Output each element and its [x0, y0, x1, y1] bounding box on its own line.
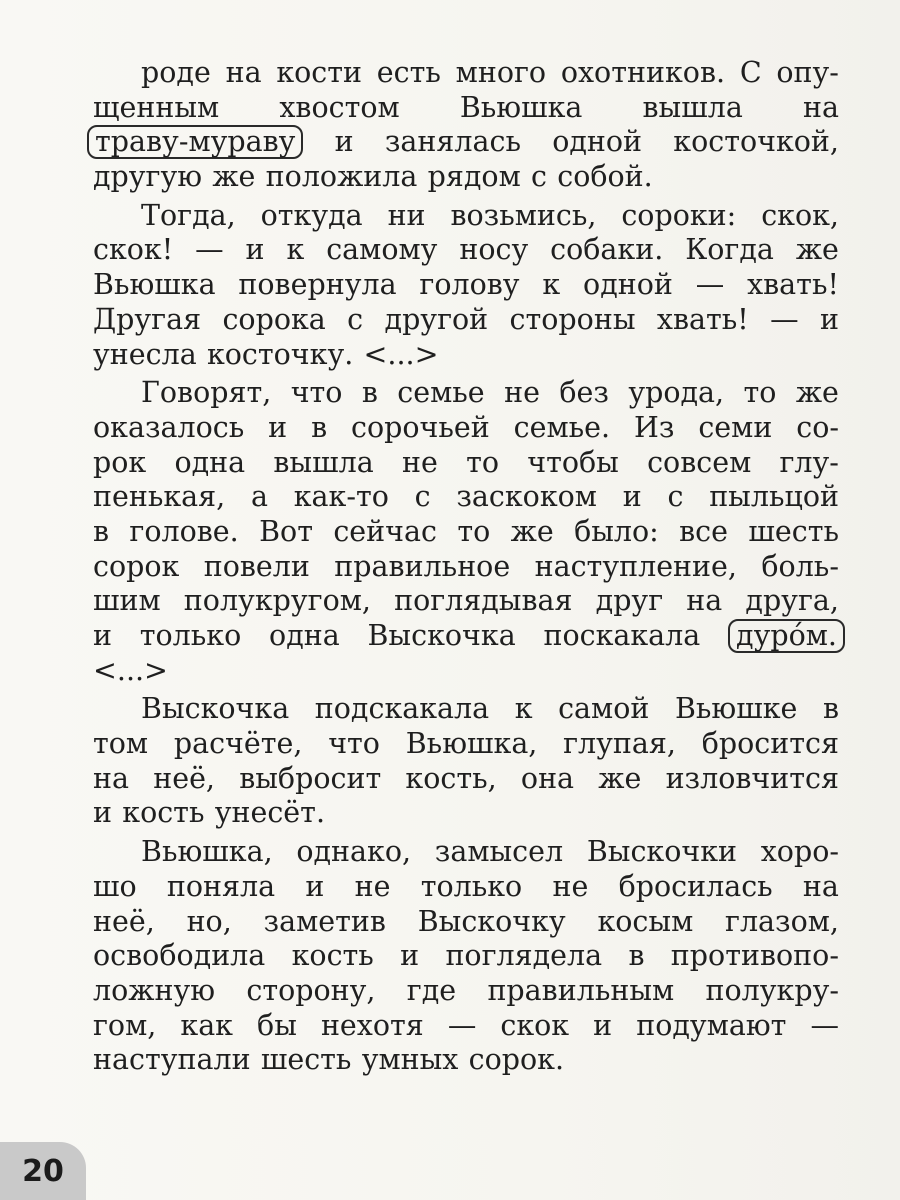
word: было: [574, 514, 659, 548]
word: семье. [513, 410, 611, 444]
word: вышла [273, 445, 374, 479]
word: <...> [93, 653, 168, 687]
word: много [455, 56, 547, 89]
word: повернула [238, 268, 397, 302]
word: но, [186, 904, 232, 938]
word: кость, [405, 761, 497, 795]
word: поглядела [445, 939, 603, 973]
word: есть [376, 56, 441, 89]
word: же [795, 233, 839, 267]
word: возьмись, [450, 198, 597, 232]
word: друг [595, 584, 664, 618]
word: голову [419, 268, 520, 302]
word: косым [597, 904, 694, 938]
word: же [598, 761, 642, 795]
boxed-word: дуро́м. [728, 619, 845, 653]
word: не [401, 445, 438, 479]
text-line [93, 125, 839, 160]
word: без [559, 376, 609, 410]
word: Другая [93, 302, 202, 336]
word: освободила [93, 939, 266, 973]
word: С [739, 56, 762, 89]
word: а [250, 480, 268, 514]
word: с [667, 480, 684, 514]
word: хвать! [656, 302, 749, 336]
word: не [552, 869, 589, 903]
word: не [354, 869, 391, 903]
word: шесть [748, 514, 839, 548]
word: однако, [296, 835, 412, 869]
word: умных [361, 1043, 459, 1077]
word: на [802, 869, 839, 903]
word: Вьюшка [93, 268, 216, 302]
word: поскакала [543, 619, 701, 652]
word: пенькая, [93, 480, 226, 514]
word: с [414, 480, 431, 514]
text-line [93, 654, 839, 689]
word: собаки. [550, 233, 664, 267]
word: стороны [509, 302, 636, 336]
word: — [695, 268, 725, 302]
word: сорока [222, 302, 326, 336]
boxed-word: траву-мураву [87, 125, 303, 159]
text-line [93, 1009, 839, 1044]
text-line [93, 515, 839, 550]
word: как [180, 1008, 233, 1042]
word: изловчится [665, 761, 839, 795]
word: к [514, 692, 533, 726]
word: расчёте, [173, 727, 303, 761]
word: хвостом [279, 90, 400, 124]
word: Вьюшка, [405, 727, 538, 761]
word: шим [93, 584, 161, 618]
word: носу [459, 233, 529, 267]
word: полукругом, [183, 584, 371, 618]
word: хоро- [760, 835, 839, 869]
word: правильное [334, 549, 511, 583]
word: унесёт. [214, 796, 326, 830]
word: заметив [263, 904, 386, 938]
word: неё, [153, 761, 215, 795]
word: бросится [701, 727, 839, 761]
word: скок, [761, 198, 839, 232]
word: же [510, 514, 554, 548]
text-line [93, 870, 839, 905]
text-line [93, 338, 839, 373]
word: откуда [260, 198, 363, 232]
word: бросилась [618, 869, 773, 903]
word: с [531, 160, 547, 194]
word: наступали [93, 1043, 251, 1077]
word: Вьюшка [459, 90, 583, 124]
word: что [290, 376, 343, 410]
text-line [93, 939, 839, 974]
text-line [93, 762, 839, 797]
story-text [93, 56, 839, 1078]
word: косточкой, [673, 125, 839, 159]
word: и [334, 125, 354, 159]
word: поглядывая [394, 584, 573, 618]
text-line [93, 584, 839, 619]
word: и [268, 410, 288, 444]
word: чтобы [527, 445, 619, 479]
word: одной [583, 268, 673, 302]
word: рок [93, 445, 147, 479]
text-line [93, 303, 839, 338]
text-line [93, 796, 839, 831]
word: правильным [487, 973, 675, 1007]
word: и [93, 796, 112, 830]
word: с [347, 302, 364, 336]
word: со- [796, 410, 839, 444]
word: наступление, [534, 549, 737, 583]
word: занялась [384, 125, 521, 159]
word: подумают [636, 1008, 787, 1042]
text-line [93, 233, 839, 268]
word: на [93, 761, 129, 795]
word: гом, [93, 1008, 157, 1042]
word: она [520, 761, 575, 795]
word: Выскочка [367, 619, 516, 652]
word: неё, [93, 904, 155, 938]
word: и [593, 1008, 613, 1042]
word: совсем [647, 445, 752, 479]
word: подскакала [314, 692, 490, 726]
word: урода, [628, 376, 725, 410]
word: нехотя [320, 1008, 424, 1042]
word: щенным [93, 90, 220, 124]
word: и [245, 233, 265, 267]
word: оказалось [93, 410, 245, 444]
text-line [93, 619, 839, 654]
word: — [770, 302, 799, 336]
word: в [361, 376, 378, 410]
word: семье [397, 376, 485, 410]
word: Выскочки [586, 835, 738, 869]
word: Когда [685, 233, 774, 267]
word: только [139, 619, 242, 652]
word: кость [291, 939, 374, 973]
word: Выскочка [141, 692, 290, 726]
word: — [447, 1008, 477, 1042]
word: другую [93, 160, 203, 194]
word: глазом, [725, 904, 839, 938]
word: и [305, 869, 325, 903]
word: друга, [745, 584, 839, 618]
word: самому [326, 233, 438, 267]
text-line [93, 550, 839, 585]
word: в [822, 692, 839, 726]
word: одна [174, 445, 246, 479]
word: в [93, 514, 110, 548]
text-line [93, 91, 839, 126]
text-line [93, 905, 839, 940]
word: собой. [557, 160, 653, 194]
word: на [802, 90, 839, 124]
word: вышла [642, 90, 743, 124]
word: голове. [129, 514, 239, 548]
word: одной [552, 125, 643, 159]
word: хвать! [747, 268, 839, 302]
word: в [628, 939, 645, 973]
word: Вот [259, 514, 313, 548]
word: к [542, 268, 561, 302]
word: пыльцой [709, 480, 839, 514]
word: ни [387, 198, 426, 232]
word: бы [257, 1008, 297, 1042]
word: ложную [93, 973, 216, 1007]
word: Выскочку [417, 904, 566, 938]
word: Вьюшке [674, 692, 798, 726]
word: в [311, 410, 328, 444]
word: одна [269, 619, 340, 652]
word: глупая, [563, 727, 676, 761]
text-line [93, 446, 839, 481]
word: том [93, 727, 149, 761]
page-number: 20 [0, 1142, 86, 1200]
word: полукру- [705, 973, 839, 1007]
word: только [420, 869, 523, 903]
word: положила [265, 160, 418, 194]
text-line [93, 974, 839, 1009]
word: самой [558, 692, 650, 726]
word: и [622, 480, 642, 514]
word: и [820, 302, 839, 336]
text-line [93, 56, 839, 91]
word: Говорят, [141, 376, 272, 410]
text-line [93, 727, 839, 762]
word: то [466, 445, 499, 479]
text-line [93, 376, 839, 411]
word: же [795, 376, 839, 410]
word: и [93, 619, 112, 652]
word: выбросит [239, 761, 382, 795]
word: Вьюшка, [141, 835, 273, 869]
word: сейчас [333, 514, 437, 548]
text-line [93, 411, 839, 446]
word: сороки: [621, 198, 737, 232]
word: то [743, 376, 777, 410]
word: повели [203, 549, 310, 583]
word: все [679, 514, 729, 548]
text-line [93, 268, 839, 303]
text-line [93, 692, 839, 727]
word: Тогда, [141, 198, 236, 232]
word: к [286, 233, 305, 267]
word: семи [698, 410, 773, 444]
word: на [686, 584, 723, 618]
word: то [457, 514, 491, 548]
word: же [212, 160, 256, 194]
word: кости [276, 56, 363, 89]
word: боль- [761, 549, 839, 583]
word: и [400, 939, 420, 973]
word: замысел [434, 835, 564, 869]
word: кость [122, 796, 205, 830]
word: опу- [776, 56, 839, 89]
word: другой [384, 302, 489, 336]
word: шесть [260, 1043, 352, 1077]
word: охотников. [560, 56, 726, 89]
word: где [406, 973, 457, 1007]
word: сорочьей [351, 410, 490, 444]
text-line [93, 160, 839, 195]
word: скок! [93, 233, 174, 267]
word: сорок. [468, 1043, 565, 1077]
word: — [195, 233, 224, 267]
word: сорок [93, 549, 180, 583]
word: роде [141, 56, 211, 89]
word: <...> [363, 337, 439, 371]
word: глу- [779, 445, 839, 479]
text-line [93, 480, 839, 515]
text-line [93, 1043, 839, 1078]
text-line [93, 199, 839, 234]
word: как-то [293, 480, 389, 514]
word: на [225, 56, 262, 89]
word: косточку. [206, 337, 354, 371]
word: противопо- [670, 939, 839, 973]
word: что [328, 727, 380, 761]
word: унесла [93, 337, 197, 371]
word: сторону, [246, 973, 376, 1007]
word: не [504, 376, 540, 410]
word: Из [634, 410, 675, 444]
word: шо [93, 869, 137, 903]
word: поняла [166, 869, 276, 903]
word: — [810, 1008, 839, 1042]
word: заскоком [456, 480, 597, 514]
text-line [93, 835, 839, 870]
word: скок [500, 1008, 570, 1042]
word: рядом [427, 160, 521, 194]
